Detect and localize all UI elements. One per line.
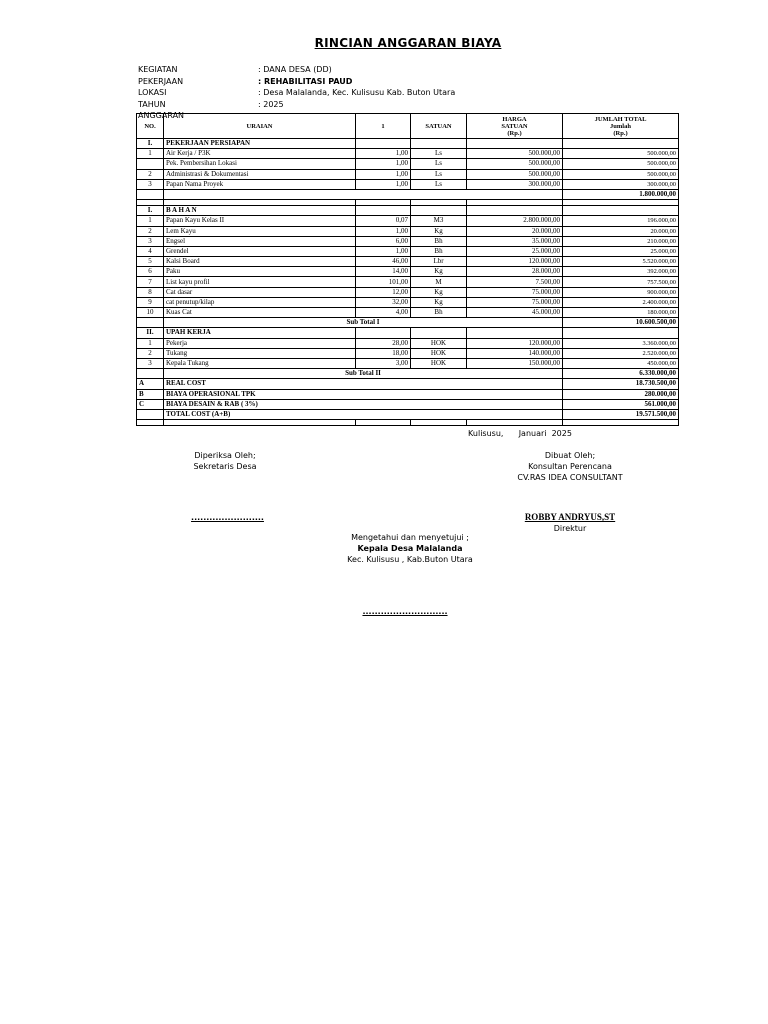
item-unit-price: 140.000,00 [467,348,563,358]
item-volume: 46,00 [356,257,411,267]
empty-cell [467,139,563,149]
header-harga-l1: HARGA [502,115,527,123]
empty-cell [356,328,411,338]
subtotal-label: Sub Total II [164,369,563,379]
item-number: 4 [137,246,164,256]
item-total: 900.000,00 [563,287,679,297]
empty-cell [356,420,411,426]
total-letter: C [137,399,164,409]
item-description: Tukang [164,348,356,358]
section-title: UPAH KERJA [164,328,356,338]
subtotal-label: Sub Total I [164,318,563,328]
empty-cell [563,206,679,216]
item-unit-price: 28.000,00 [467,267,563,277]
item-description: Pek. Pembersihan Lokasi [164,159,356,169]
item-description: Grendel [164,246,356,256]
empty-cell [356,206,411,216]
item-total: 210.000,00 [563,236,679,246]
table-body [137,139,679,426]
section-title: PEKERJAAN PERSIAPAN [164,139,356,149]
item-volume: 1,00 [356,149,411,159]
item-description: Kuas Cat [164,308,356,318]
empty-cell [137,369,164,379]
section-number: I. [137,206,164,216]
signature-right-name: ROBBY ANDRYUS,ST [524,512,616,522]
table-row [137,216,679,226]
item-volume: 18,00 [356,348,411,358]
budget-table [136,113,679,426]
item-description: Papan Nama Proyek [164,179,356,189]
header-harga-l3: (Rp.) [507,129,522,137]
item-total: 5.520.000,00 [563,257,679,267]
info-label: LOKASI [138,88,167,97]
total-row [137,409,679,419]
subtotal-row [137,189,679,199]
table-row [137,338,679,348]
item-description: Papan Kayu Kelas II [164,216,356,226]
item-unit: HOK [411,358,467,368]
item-unit-price: 75.000,00 [467,297,563,307]
header-jumlah-l2: Jumlah [610,122,631,130]
item-number: 6 [137,267,164,277]
item-number: 10 [137,308,164,318]
item-number: 3 [137,179,164,189]
total-letter: B [137,389,164,399]
item-unit: M [411,277,467,287]
item-unit-price: 20.000,00 [467,226,563,236]
item-description: Kepala Tukang [164,358,356,368]
item-number: 2 [137,169,164,179]
subtotal-row [137,318,679,328]
table-row [137,246,679,256]
item-unit: Bh [411,246,467,256]
item-unit-price: 500.000,00 [467,159,563,169]
item-unit-price: 500.000,00 [467,169,563,179]
item-unit: Lbr [411,257,467,267]
empty-cell [137,318,164,328]
empty-cell [411,139,467,149]
empty-cell [467,328,563,338]
item-unit: Bh [411,308,467,318]
header-jumlah-l1: JUMLAH TOTAL [594,115,647,123]
signature-center-name-placeholder: ............................ [362,607,448,616]
header-harga [467,114,563,139]
table-row [137,179,679,189]
item-total: 392.000,00 [563,267,679,277]
item-number: 5 [137,257,164,267]
item-total: 25.000,00 [563,246,679,256]
signature-left-position: Sekretaris Desa [193,462,257,471]
info-value: : DANA DESA (DD) [258,65,332,74]
table-row [137,267,679,277]
info-label: KEGIATAN [138,65,178,74]
item-number: 9 [137,297,164,307]
item-unit: Ls [411,179,467,189]
total-value: 280.000,00 [563,389,679,399]
item-number [137,159,164,169]
total-label: BIAYA DESAIN & RAB ( 3%) [164,399,563,409]
signature-right-role: Dibuat Oleh; [544,451,596,460]
item-volume: 101,00 [356,277,411,287]
item-volume: 1,00 [356,179,411,189]
empty-cell [563,328,679,338]
table-row [137,226,679,236]
header-no: NO. [137,114,164,139]
section-title: B A H A N [164,206,356,216]
header-jumlah [563,114,679,139]
empty-cell [411,206,467,216]
empty-cell [563,139,679,149]
spacer-row [137,420,679,426]
table-row [137,236,679,246]
table-row [137,308,679,318]
total-letter [137,409,164,419]
item-number: 7 [137,277,164,287]
header-uraian: URAIAN [164,114,356,139]
item-unit: M3 [411,216,467,226]
item-volume: 12,00 [356,287,411,297]
empty-cell [137,189,164,199]
item-description: Administrasi & Dokumentasi [164,169,356,179]
section-number: II. [137,328,164,338]
header-harga-l2: SATUAN [501,122,528,130]
item-unit: HOK [411,338,467,348]
section-header-row [137,328,679,338]
item-unit-price: 500.000,00 [467,149,563,159]
item-total: 2.520.000,00 [563,348,679,358]
table-row [137,287,679,297]
item-total: 450.000,00 [563,358,679,368]
item-volume: 4,00 [356,308,411,318]
subtotal-value: 10.600.500,00 [563,318,679,328]
item-volume: 6,00 [356,236,411,246]
table-row [137,277,679,287]
empty-cell [164,420,356,426]
item-total: 196.000,00 [563,216,679,226]
item-total: 757.500,00 [563,277,679,287]
info-value: : REHABILITASI PAUD [258,76,353,86]
document-title: RINCIAN ANGGARAN BIAYA [314,36,502,50]
item-unit-price: 2.800.000,00 [467,216,563,226]
item-unit: Kg [411,226,467,236]
header-jumlah-l3: (Rp.) [613,129,628,137]
empty-cell [137,420,164,426]
item-volume: 1,00 [356,246,411,256]
item-unit: Kg [411,267,467,277]
table-row [137,358,679,368]
item-number: 1 [137,216,164,226]
item-volume: 28,00 [356,338,411,348]
item-unit: Ls [411,159,467,169]
item-unit: Ls [411,169,467,179]
empty-cell [563,420,679,426]
item-number: 3 [137,358,164,368]
info-label: PEKERJAAN [138,76,184,86]
item-volume: 3,00 [356,358,411,368]
item-number: 1 [137,149,164,159]
empty-cell [467,206,563,216]
table-row [137,297,679,307]
table-header-row [137,114,679,139]
item-description: Lem Kayu [164,226,356,236]
total-value: 19.571.500,00 [563,409,679,419]
signature-left-role: Diperiksa Oleh; [194,451,256,460]
table-row [137,169,679,179]
item-volume: 1,00 [356,169,411,179]
item-description: Pekerja [164,338,356,348]
item-number: 1 [137,338,164,348]
item-unit-price: 150.000,00 [467,358,563,368]
item-total: 180.000,00 [563,308,679,318]
item-unit-price: 7.500,00 [467,277,563,287]
header-satuan: SATUAN [411,114,467,139]
item-unit-price: 120.000,00 [467,338,563,348]
signature-left-name-placeholder: ........................ [191,513,264,522]
section-header-row [137,139,679,149]
item-description: List kayu profil [164,277,356,287]
subtotal-value: 1.800.000,00 [563,189,679,199]
item-unit: Ls [411,149,467,159]
item-volume: 0,07 [356,216,411,226]
item-number: 3 [137,236,164,246]
table-row [137,149,679,159]
item-unit: HOK [411,348,467,358]
item-unit: Bh [411,236,467,246]
empty-cell [467,420,563,426]
item-unit-price: 45.000,00 [467,308,563,318]
signature-center-approval: Mengetahui dan menyetujui ; [351,533,469,542]
signature-center-location: Kec. Kulisusu , Kab.Buton Utara [347,555,473,564]
item-total: 500.000,00 [563,169,679,179]
signature-right-title: Direktur [553,524,587,533]
empty-cell [411,328,467,338]
item-unit-price: 75.000,00 [467,287,563,297]
item-unit-price: 35.000,00 [467,236,563,246]
subtotal-value: 6.330.000,00 [563,369,679,379]
item-number: 2 [137,226,164,236]
signature-right [490,450,650,483]
item-total: 500.000,00 [563,159,679,169]
total-value: 561.000,00 [563,399,679,409]
signature-center-position: Kepala Desa Malalanda [357,544,463,553]
item-volume: 14,00 [356,267,411,277]
item-description: Air Kerja / P3K [164,149,356,159]
total-row [137,389,679,399]
item-total: 2.400.000,00 [563,297,679,307]
place-date: Kulisusu, Januari 2025 [468,429,572,438]
table-row [137,159,679,169]
item-volume: 1,00 [356,226,411,236]
header-volume: 1 [356,114,411,139]
item-total: 300.000,00 [563,179,679,189]
table-row [137,257,679,267]
signature-left [170,450,280,472]
total-label: BIAYA OPERASIONAL TPK [164,389,563,399]
item-description: Paku [164,267,356,277]
item-volume: 1,00 [356,159,411,169]
section-header-row [137,206,679,216]
info-label: TAHUN ANGGARAN [138,99,185,120]
item-unit-price: 25.000,00 [467,246,563,256]
total-row [137,379,679,389]
item-total: 3.360.000,00 [563,338,679,348]
item-total: 500.000,00 [563,149,679,159]
item-number: 2 [137,348,164,358]
empty-cell [356,139,411,149]
total-value: 18.730.500,00 [563,379,679,389]
item-unit: Kg [411,287,467,297]
item-description: Cat dasar [164,287,356,297]
item-total: 20.000,00 [563,226,679,236]
empty-cell [411,420,467,426]
signature-right-person [490,512,650,534]
total-row [137,399,679,409]
signature-center [310,532,510,565]
item-volume: 32,00 [356,297,411,307]
item-unit: Kg [411,297,467,307]
item-number: 8 [137,287,164,297]
item-unit-price: 300.000,00 [467,179,563,189]
item-description: Kalsi Board [164,257,356,267]
table-row [137,348,679,358]
info-value: : 2025 [258,99,284,109]
item-unit-price: 120.000,00 [467,257,563,267]
total-label: TOTAL COST (A+B) [164,409,563,419]
subtotal-row [137,369,679,379]
signature-right-company: CV.RAS IDEA CONSULTANT [517,473,623,482]
item-description: cat penutup/kilap [164,297,356,307]
subtotal-label [164,189,563,199]
total-label: REAL COST [164,379,563,389]
section-number: I. [137,139,164,149]
info-value: : Desa Malalanda, Kec. Kulisusu Kab. Buton Utara [258,88,456,97]
total-letter: A [137,379,164,389]
item-description: Engsel [164,236,356,246]
signature-right-position: Konsultan Perencana [528,462,612,471]
